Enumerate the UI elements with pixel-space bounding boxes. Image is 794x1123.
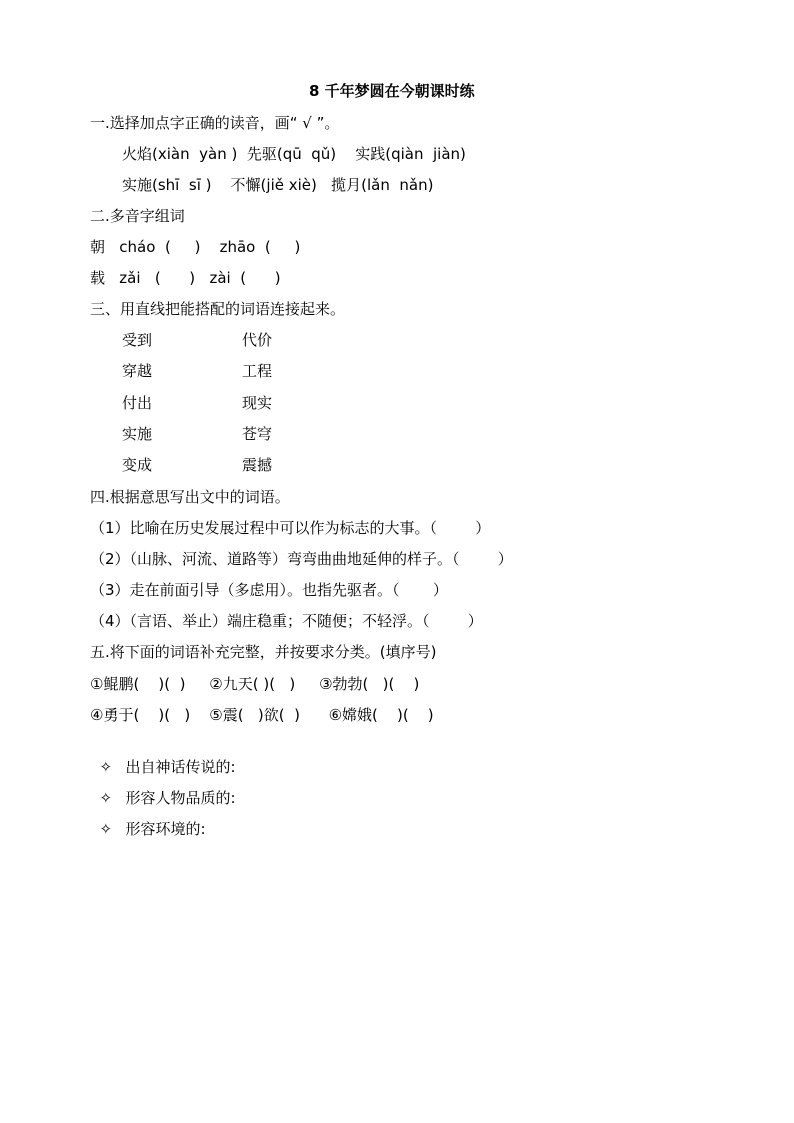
match-right-2: 工程 (242, 362, 273, 380)
category-3 (90, 799, 206, 838)
match-left-4: 实施 (122, 425, 153, 443)
page-title: 8 千年梦圆在今朝课时练 (309, 82, 475, 100)
diamond-bullet-icon: ✧ (99, 789, 113, 807)
match-right-5: 震撼 (242, 456, 273, 474)
section2-heading: 二.多音字组词 (90, 207, 185, 225)
section4-item-2: （2）（山脉、河流、道路等）弯弯曲曲地延伸的样子。（ ） (90, 550, 513, 568)
category-2 (90, 768, 236, 807)
section3-heading: 三、用直线把能搭配的词语连接起来。 (90, 300, 346, 318)
category-label: 形容人物品质的: (125, 789, 236, 807)
section2-row-2: 载 zǎi ( ) zài ( ) (90, 269, 281, 287)
diamond-bullet-icon: ✧ (99, 758, 113, 776)
match-left-2: 穿越 (122, 362, 153, 380)
section4-heading: 四.根据意思写出文中的词语。 (90, 488, 290, 506)
section1-row-1: 火焰(xiàn yàn ) 先驱(qū qǔ) 实践(qiàn jiàn) (122, 145, 466, 163)
match-right-1: 代价 (242, 331, 273, 349)
section4-item-1: （1）比喻在历史发展过程中可以作为标志的大事。（ ） (90, 519, 491, 537)
section4-item-3: （3）走在前面引导（多虑用）。也指先驱者。（ ） (90, 581, 448, 599)
section5-row-2: ④勇于( )( ) ⑤震( )欲( ) ⑥嫦娥( )( ) (90, 706, 434, 724)
section2-row-1: 朝 cháo ( ) zhāo ( ) (90, 238, 301, 256)
match-left-5: 变成 (122, 456, 153, 474)
section4-item-4: （4）（言语、举止）端庄稳重；不随便；不轻浮。（ ） (90, 612, 483, 630)
category-1 (90, 737, 236, 776)
category-label: 形容环境的: (125, 820, 206, 838)
match-left-1: 受到 (122, 331, 153, 349)
section1-row-2: 实施(shī sī ) 不懈(jiě xiè) 揽月(lǎn nǎn) (122, 176, 434, 194)
match-right-3: 现实 (242, 394, 273, 412)
section1-heading: 一.选择加点字正确的读音，画“ √ ”。 (90, 114, 340, 132)
match-right-4: 苍穹 (242, 425, 273, 443)
section5-row-1: ①鲲鹏( )( ) ②九天( )( ) ③勃勃( )( ) (90, 675, 420, 693)
category-label: 出自神话传说的: (125, 758, 236, 776)
match-left-3: 付出 (122, 394, 153, 412)
section5-heading: 五.将下面的词语补充完整，并按要求分类。(填序号) (90, 643, 437, 661)
diamond-bullet-icon: ✧ (99, 820, 113, 838)
